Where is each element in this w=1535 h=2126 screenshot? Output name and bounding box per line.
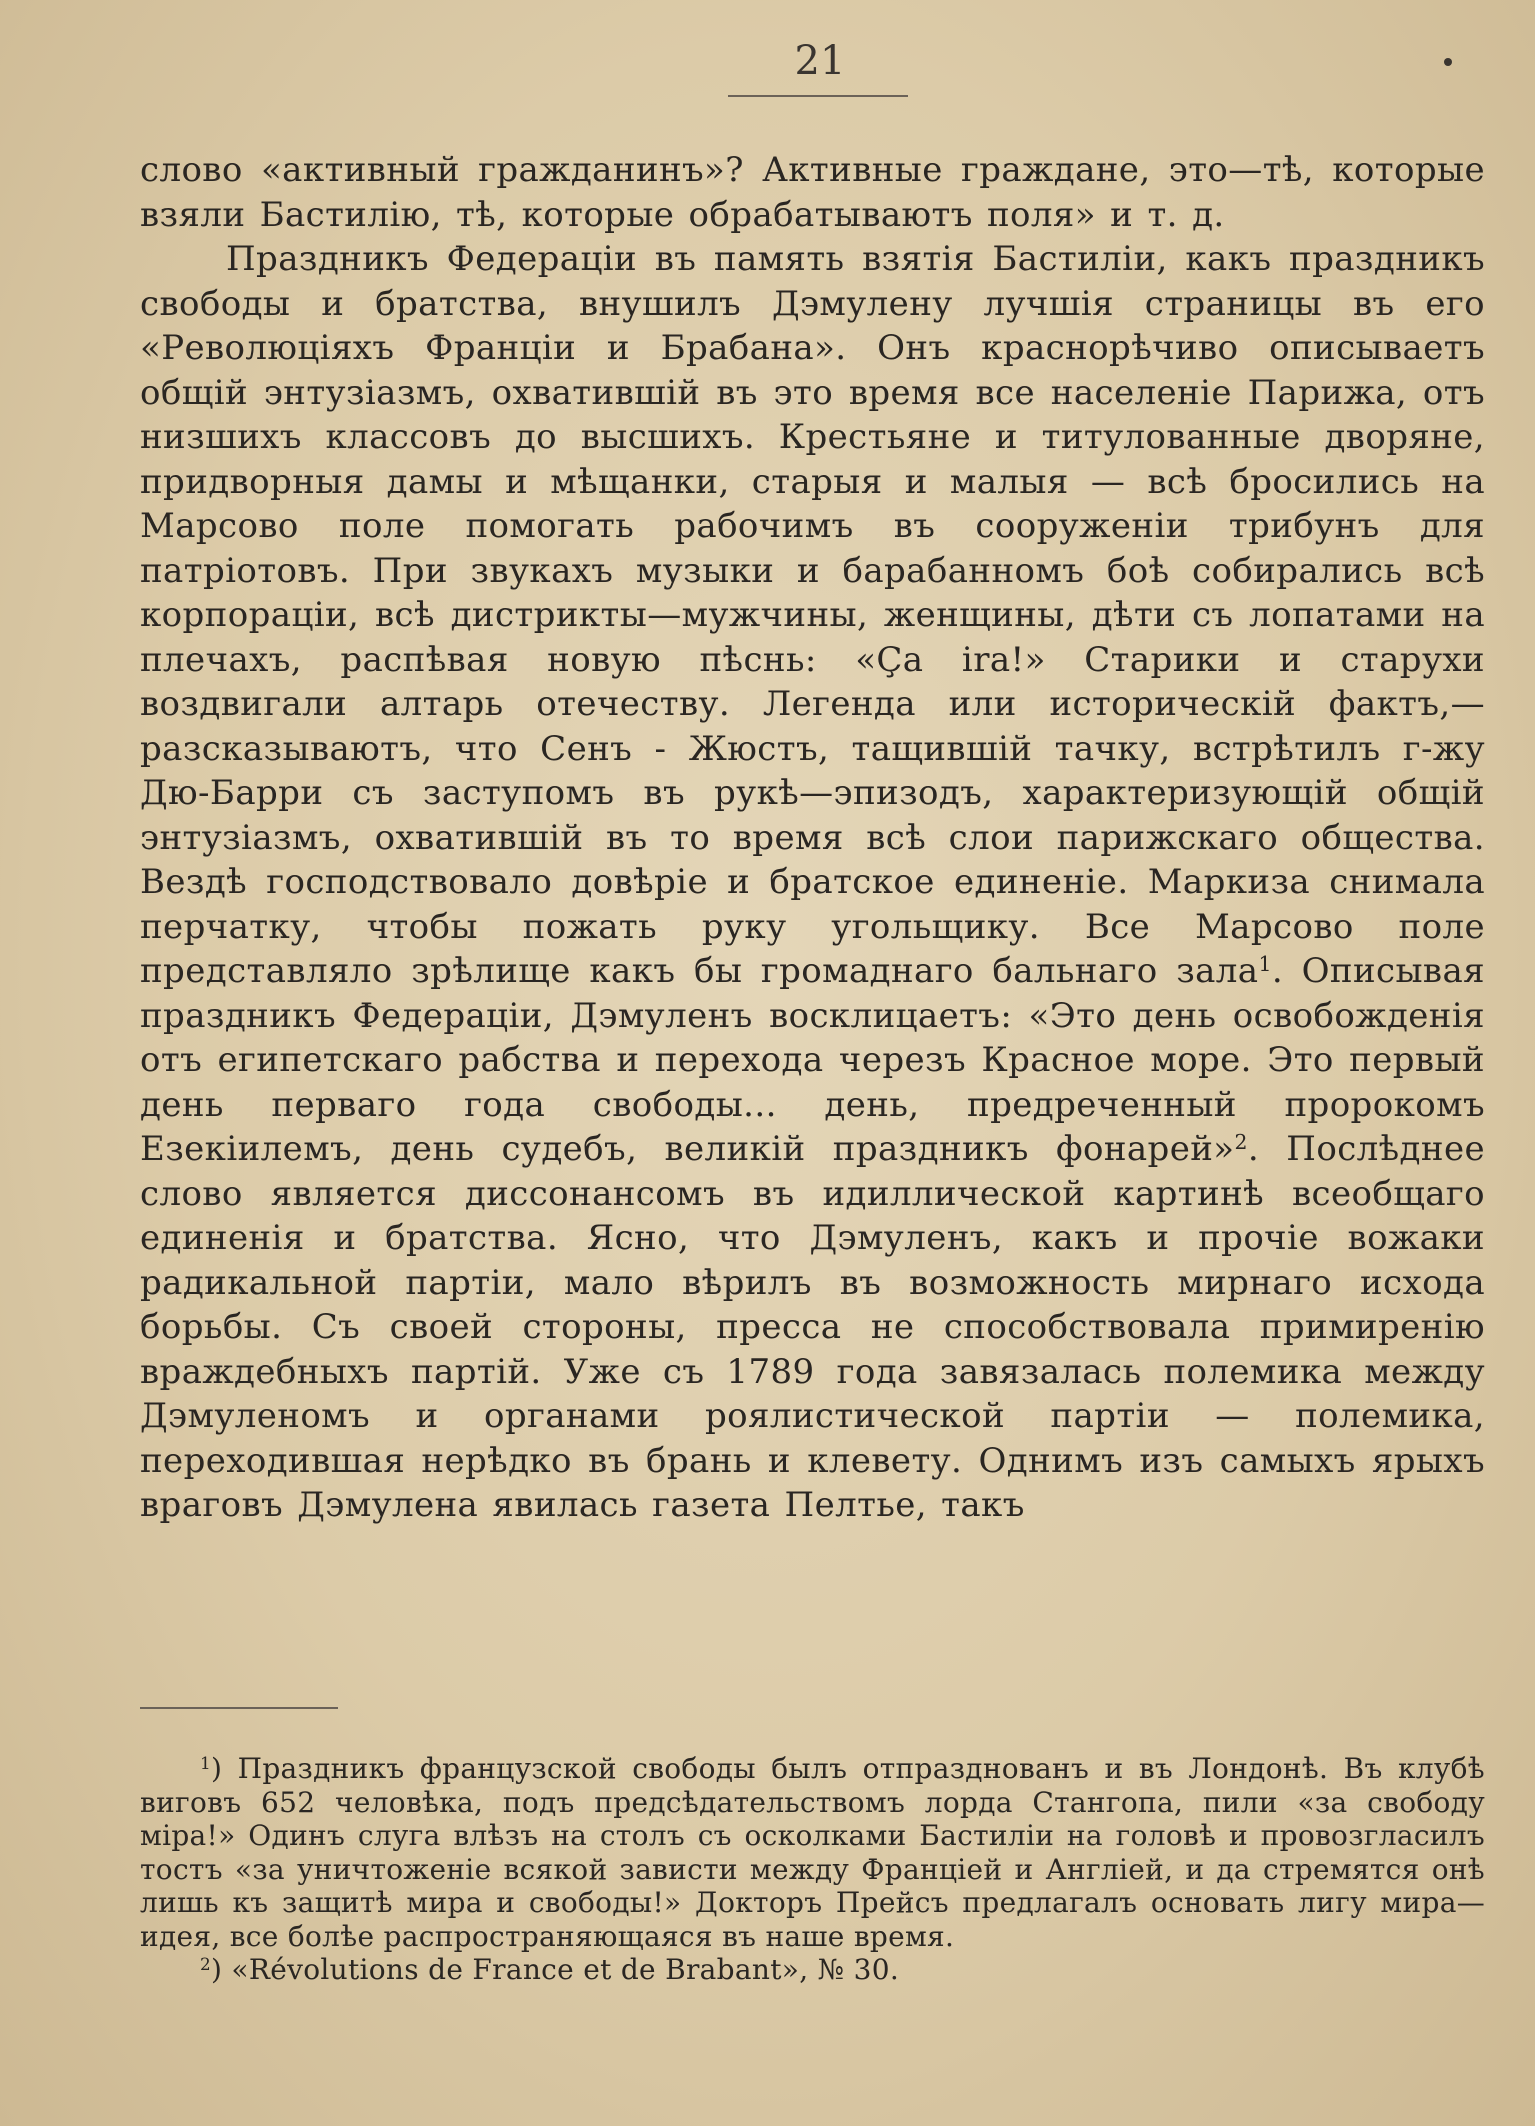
main-text [140,148,1485,1528]
footnote-1 [140,1752,1485,1953]
page-number-rule [728,95,908,97]
footnote-2-marker: 2 [200,1953,211,1974]
page-number: 21 [794,38,846,84]
paragraph-text-part2: . Описывая праздникъ Федераціи, Дэмуленъ восклицаетъ: «Это день освобожденія отъ египетскаго рабства и перехода черезъ Красное море. Это первый день перваго года свободы... день, предреченный пророкомъ Езекіилемъ, день судебъ, великій праздникъ фонарей» [140,951,1485,1169]
paragraph-text-part1: Праздникъ Федераціи въ память взятія Бастиліи, какъ праздникъ свободы и братства, внушилъ Дэмулену лучшія страницы въ его «Революціяхъ Франціи и Брабана». Онъ краснорѣчиво описываетъ общій энтузіазмъ, охватившій въ это время все населеніе Парижа, отъ низшихъ классовъ до высшихъ. Крестьяне и титулованные дворяне, придворныя дамы и мѣщанки, старыя и малыя — всѣ бросились на Марсово поле помогать рабочимъ въ сооруженіи трибунъ для патріотовъ. При звукахъ музыки и барабанномъ боѣ собирались всѣ корпораціи, всѣ дистрикты—мужчины, женщины, дѣти съ лопатами на плечахъ, распѣвая новую пѣснь: «Ça ira!» Старики и старухи воздвигали алтарь отечеству. Легенда или историческій фактъ,—разсказываютъ, что Сенъ - Жюстъ, тащившій тачку, встрѣтилъ г-жу Дю-Барри съ заступомъ въ рукѣ—эпизодъ, характеризующій общій энтузіазмъ, охватившій въ то время всѣ слои парижскаго общества. Вездѣ господствовало довѣріе и братское единеніе. Маркиза снимала перчатку, чтобы пожать руку угольщику. Все Марсово поле представляло зрѣлище какъ бы громаднаго бальнаго зала [140,239,1485,991]
footnote-ref-2: 2 [1234,1129,1248,1154]
main-paragraph [140,237,1485,1528]
footnotes [140,1752,1485,1987]
footnote-ref-1: 1 [1258,951,1272,976]
footnote-divider [140,1707,338,1709]
continuation-paragraph: слово «активный гражданинъ»? Активные граждане, это—тѣ, которые взяли Бастилію, тѣ, которые обрабатываютъ поля» и т. д. [140,150,1485,235]
footnote-1-text: ) Праздникъ французской свободы былъ отпразднованъ и въ Лондонѣ. Въ клубѣ виговъ 652 человѣка, подъ предсѣдательствомъ лорда Стангопа, пили «за свободу міра!» Одинъ слуга влѣзъ на столъ съ осколками Бастиліи на головѣ и провозгласилъ тостъ «за уничтоженіе всякой зависти между Франціей и Англіей, и да стремятся онѣ лишь къ защитѣ мира и свободы!» Докторъ Прейсъ предлагалъ основать лигу мира—идея, все болѣе распространяющаяся въ наше время. [140,1752,1485,1953]
corner-dot-mark [1444,58,1452,66]
footnote-2 [140,1953,1485,1987]
footnote-1-marker: 1 [200,1752,211,1773]
footnote-2-text: ) «Révolutions de France et de Brabant», № 30. [210,1953,900,1986]
paragraph-text-part3: . Послѣднее слово является диссонансомъ въ идиллической картинѣ всеобщаго единенія и братства. Ясно, что Дэмуленъ, какъ и прочіе вожаки радикальной партіи, мало вѣрилъ въ возможность мирнаго исхода борьбы. Съ своей стороны, пресса не способствовала примиренію враждебныхъ партій. Уже съ 1789 года завязалась полемика между Дэмуленомъ и органами роялистической партіи — полемика, переходившая нерѣдко въ брань и клевету. Однимъ изъ самыхъ ярыхъ враговъ Дэмулена явилась газета Пелтье, такъ [140,1129,1485,1525]
